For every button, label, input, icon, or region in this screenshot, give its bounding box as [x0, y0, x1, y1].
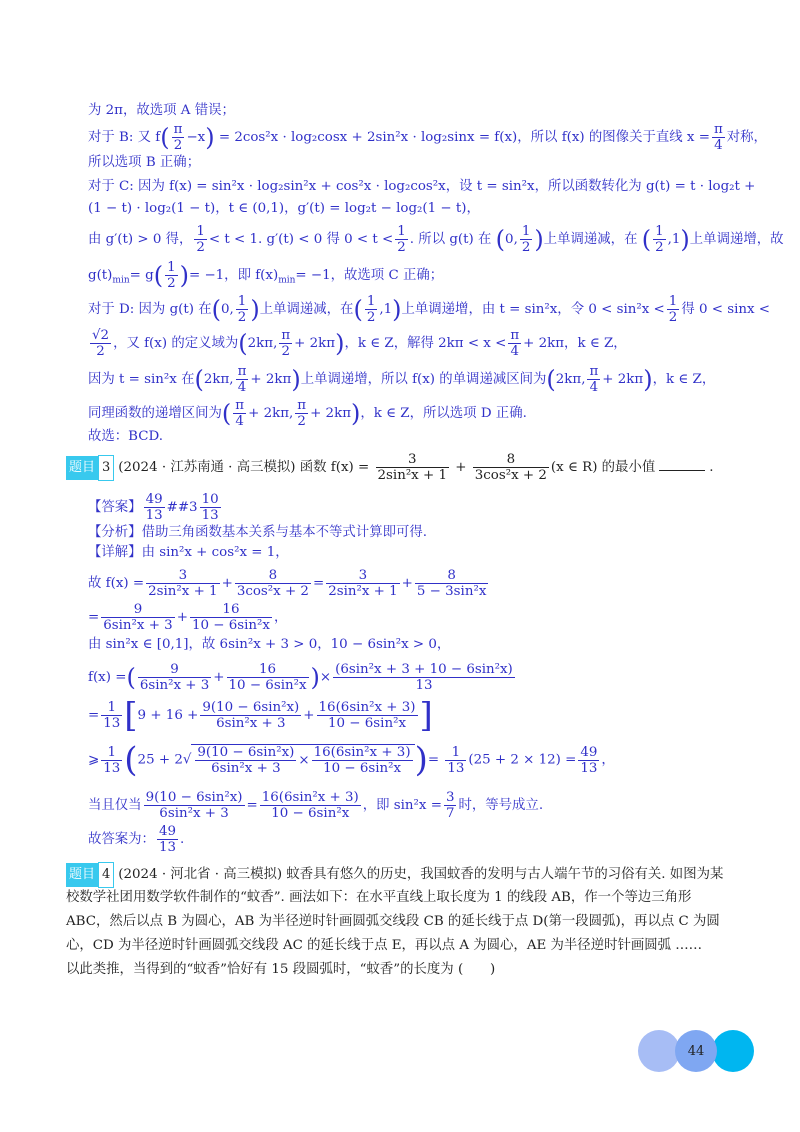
page-decoration-circle-right — [712, 1030, 754, 1072]
q3-step-4: f(x) =( $\frac{9}{\text{6sin²x + 3}}$ + $\frac{16}{\text{10 − 6sin²x}}$ )× $\frac{\text{(6sin²x + 3 + 10 − 6sin²x)}}{13}$ — [88, 662, 513, 693]
solution-line-f1: 同理函数的递增区间为( $\frac{\pi}{4}$ + 2kπ, $\frac{\pi}{2}$ + 2kπ)，k ∈ Z，所以选项 D 正确. — [88, 398, 527, 429]
q3-analysis: 【分析】借助三角函数基本关系与基本不等式计算即可得. — [88, 525, 428, 540]
q3-step-6: ⩾ $\frac{1}{13}$ (25 + 2√ $\frac{\text{9(10 − 6sin²x)}}{\text{6sin²x + 3}}$ × $\frac{\text{16(6sin²x + 3)}}{\text{10 − 6sin²x}}$ )= $\frac{1}{13}$ (25 + 2 × 12) = $\frac{49}{13}$ ， — [88, 740, 615, 780]
question-tag: 题目 — [66, 456, 98, 480]
q3-final: 故答案为： $\frac{49}{13}$ . — [88, 824, 185, 855]
q3-step-2: = $\frac{9}{\text{6sin²x + 3}}$ + $\frac{16}{\text{10 − 6sin²x}}$ ， — [88, 602, 288, 633]
solution-line-b: 对于 B: 又 f( $\frac{\pi}{2}$ −x) = 2cos²x · log₂cosx + 2sin²x · log₂sinx = f(x)，所以 f(x) 的图像关于直线 x = $\frac{\pi}{4}$ 对称， — [88, 122, 767, 153]
page-number: 44 — [675, 1030, 717, 1072]
q3-step-7: 当且仅当 $\frac{\text{9(10 − 6sin²x)}}{\text{6sin²x + 3}}$ = $\frac{\text{16(6sin²x + 3)}}{\text{10 − 6sin²x}}$ ，即 sin²x = $\frac{3}{7}$ 时，等号成立. — [88, 790, 544, 821]
solution-line-c2: (1 − t) · log₂(1 − t)，t ∈ (0,1)，g′(t) = log₂t − log₂(1 − t)， — [88, 201, 480, 216]
page-decoration-circle-left — [638, 1030, 680, 1072]
q3-answer: 【答案】 $\frac{49}{13}$ ##3 $\frac{10}{13}$ — [88, 492, 219, 523]
question-number: 4 — [98, 862, 114, 888]
question-4-line-4: 心，CD 为半径逆时针画圆弧交线段 AC 的延长线于点 E，再以点 A 为圆心，AE 为半径逆时针画圆弧 …… — [66, 938, 703, 953]
question-4-line-3: ABC，然后以点 B 为圆心，AB 为半径逆时针画圆弧交线段 CB 的延长线于点 D(第一段圆弧)，再以点 C 为圆 — [66, 914, 720, 929]
solution-line-c3: 由 g′(t) > 0 得， $\frac{1}{2}$ < t < 1. g′(t) < 0 得 0 < t < $\frac{1}{2}$ . 所以 g(t) 在 (0, $\frac{1}{2}$ )上单调递减，在 ( $\frac{1}{2}$ ,1)上单调递增，故 — [88, 224, 784, 255]
solution-line-d1: 对于 D: 因为 g(t) 在(0, $\frac{1}{2}$ )上单调递减，在( $\frac{1}{2}$ ,1)上单调递增，由 t = sin²x，令 0 < sin²x < $\frac{1}{2}$ 得 0 < sinx < — [88, 294, 771, 325]
question-tag: 题目 — [66, 863, 98, 887]
question-4-line-2: 校数学社团用数学软件制作的“蚊香”. 画法如下：在水平直线上取长度为 1 的线段 AB，作一个等边三角形 — [66, 890, 692, 905]
q3-step-3: 由 sin²x ∈ [0,1]，故 6sin²x + 3 > 0，10 − 6sin²x > 0， — [88, 637, 451, 652]
solution-line-c1: 对于 C: 因为 f(x) = sin²x · log₂sin²x + cos²x · log₂cos²x，设 t = sin²x，所以函数转化为 g(t) = t · log₂t + — [88, 179, 756, 194]
q3-detail: 【详解】由 sin²x + cos²x = 1， — [88, 545, 289, 560]
q3-step-5: = $\frac{1}{13}$ [9 + 16 + $\frac{\text{9(10 − 6sin²x)}}{\text{6sin²x + 3}}$ + $\frac{\text{16(6sin²x + 3)}}{\text{10 − 6sin²x}}$ ] — [88, 695, 433, 736]
solution-line-3: 所以选项 B 正确； — [88, 155, 201, 170]
question-4-line-5: 以此类推，当得到的“蚊香”恰好有 15 段圆弧时，“蚊香”的长度为 ( ) — [66, 962, 496, 977]
solution-line-e1: 因为 t = sin²x 在(2kπ, $\frac{\pi}{4}$ + 2kπ)上单调递增，所以 f(x) 的单调递减区间为(2kπ, $\frac{\pi}{4}$ + 2kπ)，k ∈ Z， — [88, 364, 716, 395]
solution-line-d2: $\frac{√2}{2}$ ，又 f(x) 的定义域为(2kπ, $\frac{\pi}{2}$ + 2kπ)，k ∈ Z，解得 2kπ < x < $\frac{\pi}{4}$ + 2kπ，k ∈ Z， — [92, 328, 627, 359]
q3-step-1: 故 f(x) = $\frac{3}{\text{2sin²x + 1}}$ + $\frac{8}{\text{3cos²x + 2}}$ = $\frac{3}{\text{2sin²x + 1}}$ + $\frac{8}{\text{5 − 3sin²x}}$ — [88, 568, 487, 599]
question-3-stem: 题目 3 (2024 · 江苏南通 · 高三模拟) 函数 f(x) = $\frac{3}{\text{2sin²x + 1}}$ + $\frac{8}{\text{3cos²x + 2}}$ (x ∈ R) 的最小值 . — [66, 452, 714, 483]
question-number: 3 — [98, 455, 114, 481]
solution-line-c4: $g(t)_{min}= g$( $\frac{1}{2}$ )= −1，即 $f(x)_{min}= -1$，故选项 C 正确； — [88, 260, 444, 291]
answer-blank — [659, 470, 705, 471]
question-4-line-1: 题目 4 (2024 · 河北省 · 高三模拟) 蚊香具有悠久的历史，我国蚊香的发明与古人端午节的习俗有关. 如图为某 — [66, 862, 723, 888]
solution-line-1: 为 2π，故选项 A 错误； — [88, 103, 235, 118]
solution-line-g1: 故选：BCD. — [88, 429, 164, 444]
